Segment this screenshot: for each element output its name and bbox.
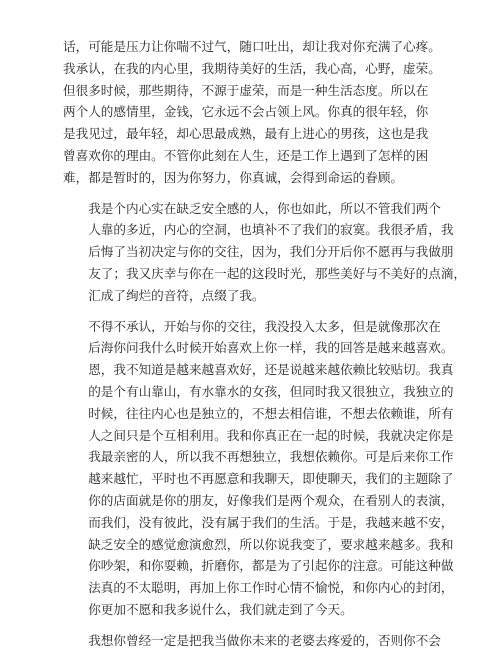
- text-line: 人靠的多近，内心的空洞，也填补不了我们的寂寞。我很矛盾，我: [88, 222, 454, 238]
- text-line: 但很多时候，那些期待，不源于虚荣，而是一种生活态度。所以在: [63, 82, 429, 98]
- text-line: 你吵架，和你耍赖，折磨你，都是为了引起你的注意。可能这种做: [88, 558, 454, 574]
- text-line: 是我见过，最年轻，却心思最成熟，最有上进心的男孩，这也是我: [63, 126, 429, 142]
- text-line: 人之间只是个互相利用。我和你真正在一起的时候，我就决定你是: [88, 427, 454, 443]
- paragraph: [63, 316, 454, 621]
- text-line: 的是个有山靠山，有水靠水的女孩，但同时我又很独立，我独立的: [88, 383, 454, 399]
- text-line: 话，可能是压力让你喘不过气，随口吐出，却让我对你充满了心疼。: [63, 39, 441, 54]
- text-line: 我想你曾经一定是把我当做你未来的老婆去疼爱的，否则你不会: [88, 632, 441, 648]
- text-line: 法真的不太聪明，再加上你工作时心情不愉悦，和你内心的封闭，: [88, 580, 454, 596]
- paragraph: [63, 198, 466, 307]
- text-line: 后悔了当初决定与你的交往，因为，我们分开后你不愿再与我做朋: [88, 244, 454, 260]
- text-line: 友了；我又庆幸与你在一起的这段时光，那些美好与不美好的点滴，: [88, 265, 466, 281]
- text-line: 你的店面就是你的朋友，好像我们是两个观众，在看别人的表演，: [88, 492, 454, 508]
- text-line: 我承认，在我的内心里，我期待美好的生活，我心高，心野，虚荣。: [63, 60, 441, 76]
- text-line: 汇成了绚烂的音符，点缀了我。: [88, 287, 265, 303]
- text-line: 越来越忙，平时也不再愿意和我聊天，即使聊天，我们的主题除了: [88, 471, 454, 487]
- text-line: 时候，往往内心也是独立的，不想去相信谁，不想去依赖谁，所有: [88, 405, 454, 421]
- text-line: 缺乏安全的感觉愈演愈烈，所以你说我变了，要求越来越多。我和: [88, 536, 454, 552]
- text-line: 我是个内心实在缺乏安全感的人，你也如此，所以不管我们两个: [88, 200, 441, 216]
- paragraph: [63, 630, 441, 652]
- text-line: 你更加不愿和我多说什么，我们就走到了今天。: [88, 601, 353, 617]
- document-body: [63, 36, 466, 661]
- text-line: 两个人的感情里，金钱，它永远不会占领上风。你真的很年轻，你: [63, 104, 429, 120]
- text-line: 恩，我不知道是越来越喜欢好，还是说越来越依赖比较贴切。我真: [88, 362, 454, 378]
- text-line: 不得不承认，开始与你的交往，我没投入太多，但是就像那次在: [88, 318, 441, 334]
- text-line: 我最亲密的人，所以我不再想独立，我想依赖你。可是后来你工作: [88, 449, 454, 465]
- paragraph: [63, 36, 441, 189]
- text-line: 后海你问我什么时候开始喜欢上你一样，我的回答是越来越喜欢。: [88, 340, 454, 356]
- text-line: 而我们，没有彼此，没有属于我们的生活。于是，我越来越不安，: [88, 514, 454, 530]
- text-line: 曾喜欢你的理由。不管你此刻在人生，还是工作上遇到了怎样的困: [63, 147, 429, 163]
- text-line: 难，都是暂时的，因为你努力，你真诚，会得到命运的眷顾。: [63, 169, 404, 185]
